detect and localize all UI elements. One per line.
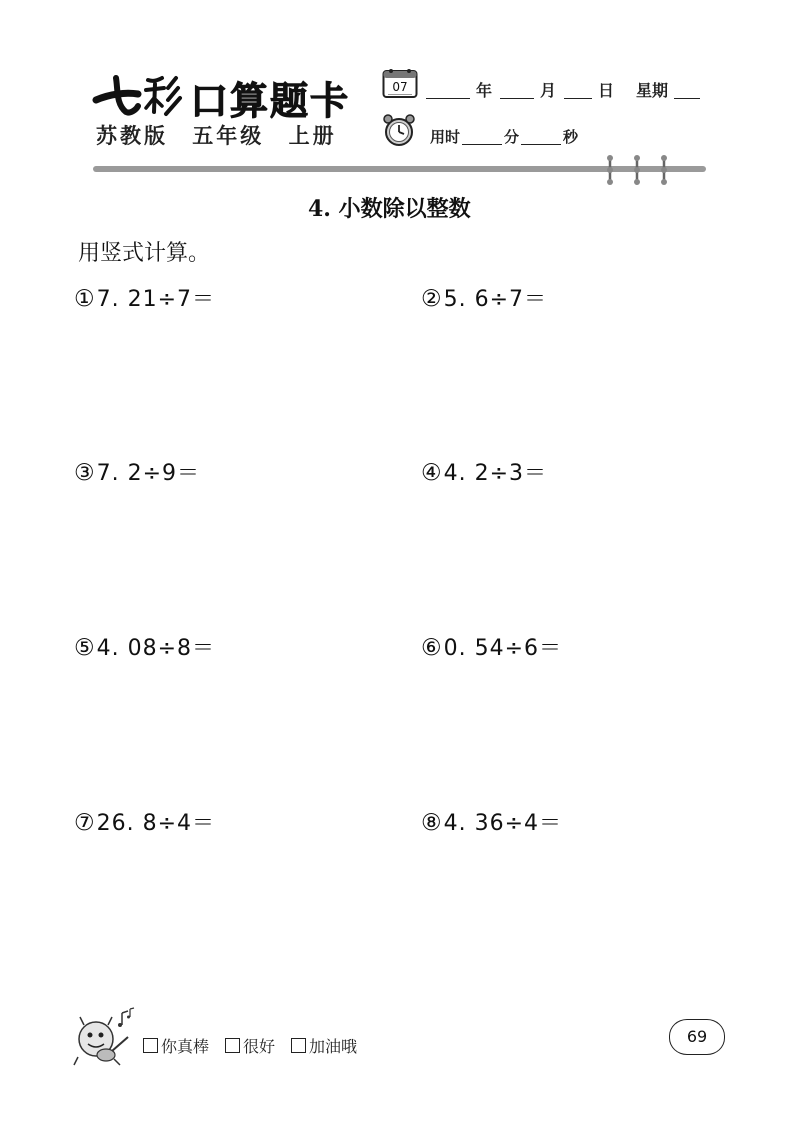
year-blank[interactable] — [426, 82, 470, 99]
problem-6 — [421, 631, 562, 662]
problem-expression: 5. 6÷7＝ — [443, 287, 548, 312]
rating-label: 很好 — [243, 1037, 276, 1056]
day-blank[interactable] — [564, 82, 592, 99]
calendar-icon — [382, 67, 418, 99]
brand-title: 口算题卡 — [190, 78, 351, 123]
date-fill-row — [426, 78, 700, 101]
section-title: 4. 小数除以整数 — [308, 196, 471, 222]
month-blank[interactable] — [500, 82, 534, 99]
problem-expression: 4. 2÷3＝ — [443, 461, 548, 486]
problem-expression: 4. 36÷4＝ — [443, 811, 563, 836]
problem-8 — [421, 806, 562, 837]
checkbox-icon[interactable] — [225, 1038, 240, 1053]
weekday-label: 星期 — [636, 81, 669, 100]
time-fill-row — [428, 126, 580, 147]
problem-expression: 4. 08÷8＝ — [96, 636, 216, 661]
year-label: 年 — [476, 81, 493, 100]
problem-expression: 7. 21÷7＝ — [96, 287, 216, 312]
rating-option-keep-going[interactable] — [291, 1037, 357, 1056]
rating-label: 加油哦 — [309, 1037, 358, 1056]
problem-5 — [74, 631, 215, 662]
brand-logo-icon — [92, 70, 187, 118]
rating-label: 你真棒 — [161, 1037, 210, 1056]
problem-number: ⑧ — [421, 810, 443, 836]
alarm-clock-icon — [381, 113, 417, 147]
problem-7 — [74, 806, 215, 837]
instruction-text: 用竖式计算。 — [78, 241, 211, 266]
time-used-label: 用时 — [430, 128, 461, 146]
day-label: 日 — [598, 81, 615, 100]
checkbox-icon[interactable] — [291, 1038, 306, 1053]
minutes-blank[interactable] — [462, 130, 502, 145]
calendar-day: 07 — [392, 80, 408, 94]
edition-subtitle: 苏教版 五年级 上册 — [96, 124, 337, 148]
seconds-blank[interactable] — [521, 130, 561, 145]
minutes-label: 分 — [504, 128, 520, 146]
problem-number: ③ — [74, 460, 96, 486]
problem-2 — [421, 282, 547, 313]
problem-number: ⑦ — [74, 810, 96, 836]
weekday-blank[interactable] — [674, 82, 700, 99]
problem-expression: 7. 2÷9＝ — [96, 461, 201, 486]
problem-number: ④ — [421, 460, 443, 486]
problem-number: ② — [421, 286, 443, 312]
problem-number: ⑥ — [421, 635, 443, 661]
seconds-label: 秒 — [563, 128, 579, 146]
checkbox-icon[interactable] — [143, 1038, 158, 1053]
problem-expression: 0. 54÷6＝ — [443, 636, 563, 661]
mascot-guitar-icon — [70, 1005, 140, 1067]
month-label: 月 — [540, 81, 557, 100]
problem-3 — [74, 456, 200, 487]
binder-rings-icon — [600, 152, 675, 188]
rating-option-good[interactable] — [225, 1037, 275, 1056]
self-rating-options — [143, 1034, 373, 1057]
page-number: 69 — [669, 1019, 725, 1055]
problem-number: ⑤ — [74, 635, 96, 661]
problem-1 — [74, 282, 215, 313]
problem-number: ① — [74, 286, 96, 312]
rating-option-great[interactable] — [143, 1037, 209, 1056]
problem-expression: 26. 8÷4＝ — [96, 811, 216, 836]
problem-4 — [421, 456, 547, 487]
